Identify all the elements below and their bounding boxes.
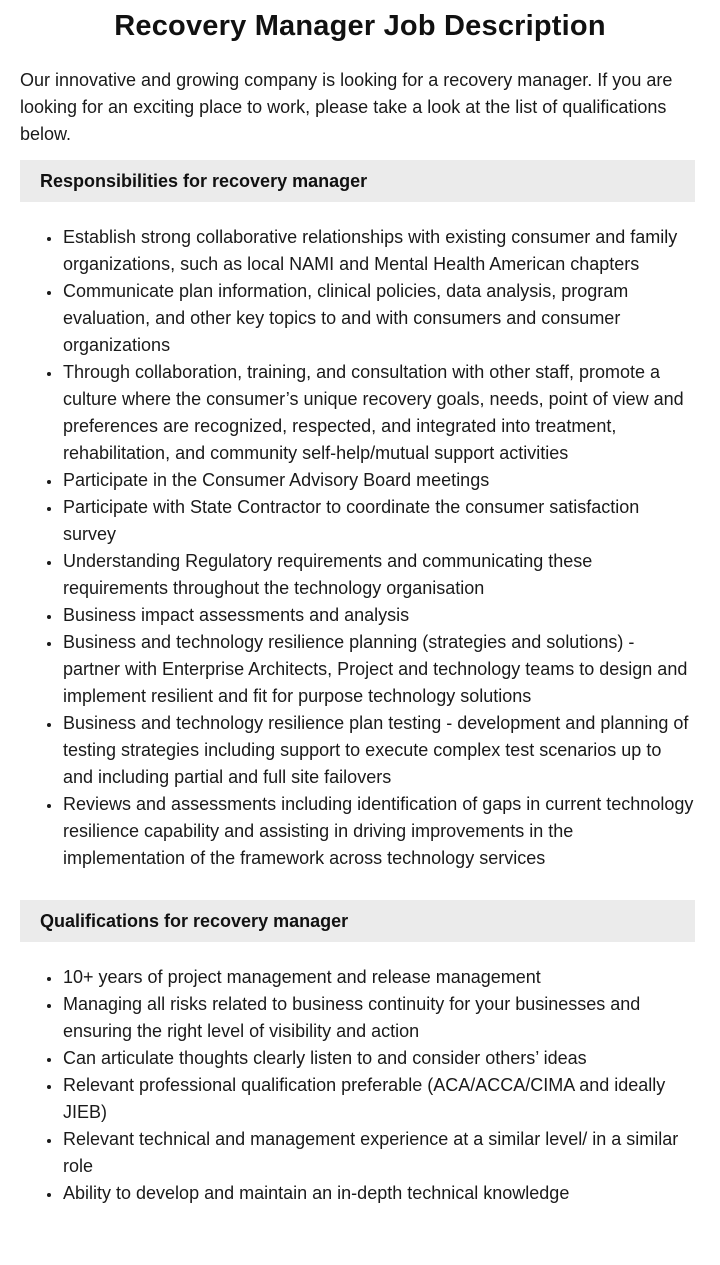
responsibilities-list bbox=[20, 224, 695, 872]
list-item: • Participate in the Consumer Advisory Board meetings bbox=[62, 467, 695, 494]
list-item: • Participate with State Contractor to coordinate the consumer satisfaction survey bbox=[62, 494, 695, 548]
list-item: • Can articulate thoughts clearly listen to and consider others’ ideas bbox=[62, 1045, 695, 1072]
section-heading: Qualifications for recovery manager bbox=[40, 910, 349, 931]
list-item: • Through collaboration, training, and consultation with other staff, promote a culture where the consumer’s unique recovery goals, needs, point of view and preferences are recognized, respected, and integrated into treatment, rehabilitation, and community self-help/mutual support activities bbox=[62, 359, 695, 467]
section-header-qualifications bbox=[20, 900, 695, 942]
list-item: • Business impact assessments and analysis bbox=[62, 602, 695, 629]
list-item: • Ability to develop and maintain an in-depth technical knowledge bbox=[62, 1180, 695, 1207]
section-heading: Responsibilities for recovery manager bbox=[40, 170, 368, 191]
list-item: • Understanding Regulatory requirements and communicating these requirements throughout the technology organisation bbox=[62, 548, 695, 602]
intro-paragraph: Our innovative and growing company is looking for a recovery manager. If you are looking for an exciting place to work, please take a look at the list of qualifications below. bbox=[20, 70, 673, 144]
list-item: • 10+ years of project management and release management bbox=[62, 964, 695, 991]
list-item: • Reviews and assessments including identification of gaps in current technology resilience capability and assisting in driving improvements in the implementation of the framework across technology services bbox=[62, 791, 695, 872]
list-item: • Establish strong collaborative relationships with existing consumer and family organizations, such as local NAMI and Mental Health American chapters bbox=[62, 224, 695, 278]
list-item: • Managing all risks related to business continuity for your businesses and ensuring the right level of visibility and action bbox=[62, 991, 695, 1045]
section-header-responsibilities bbox=[20, 160, 695, 202]
list-item: • Business and technology resilience plan testing - development and planning of testing strategies including support to execute complex test scenarios up to and including partial and full site failovers bbox=[62, 710, 695, 791]
list-item: • Relevant professional qualification preferable (ACA/ACCA/CIMA and ideally JIEB) bbox=[62, 1072, 695, 1126]
qualifications-list bbox=[20, 964, 695, 1207]
list-item: • Business and technology resilience planning (strategies and solutions) - partner with Enterprise Architects, Project and technology teams to design and implement resilient and fit for purpose technology solutions bbox=[62, 629, 695, 710]
list-item: • Relevant technical and management experience at a similar level/ in a similar role bbox=[62, 1126, 695, 1180]
page-title: Recovery Manager Job Description bbox=[114, 10, 606, 42]
list-item: • Communicate plan information, clinical policies, data analysis, program evaluation, and other key topics to and with consumers and consumer organizations bbox=[62, 278, 695, 359]
